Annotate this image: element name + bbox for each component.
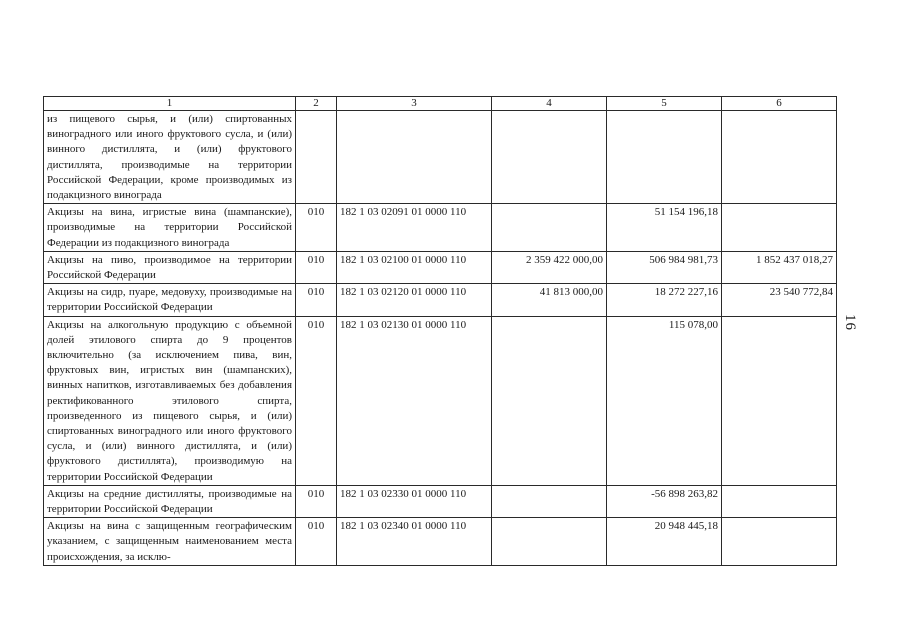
row-col5 xyxy=(607,111,722,204)
header-col-5: 5 xyxy=(607,97,722,111)
row-col5: 506 984 981,73 xyxy=(607,251,722,283)
row-code: 010 xyxy=(296,284,337,316)
row-col4: 2 359 422 000,00 xyxy=(492,251,607,283)
row-col4 xyxy=(492,518,607,566)
row-col6 xyxy=(722,204,837,252)
row-col6: 1 852 437 018,27 xyxy=(722,251,837,283)
row-name: Акцизы на средние дистилляты, производимые на территории Российской Федерации xyxy=(44,485,296,517)
header-col-3: 3 xyxy=(337,97,492,111)
table-row xyxy=(44,251,837,283)
row-col4 xyxy=(492,485,607,517)
row-col6 xyxy=(722,485,837,517)
row-code: 010 xyxy=(296,204,337,252)
row-kbk: 182 1 03 02120 01 0000 110 xyxy=(337,284,492,316)
header-col-6: 6 xyxy=(722,97,837,111)
row-col4 xyxy=(492,111,607,204)
row-kbk xyxy=(337,111,492,204)
row-col4: 41 813 000,00 xyxy=(492,284,607,316)
table-row xyxy=(44,316,837,485)
header-col-4: 4 xyxy=(492,97,607,111)
row-col5: 18 272 227,16 xyxy=(607,284,722,316)
table-row xyxy=(44,284,837,316)
header-col-1: 1 xyxy=(44,97,296,111)
row-col6 xyxy=(722,518,837,566)
row-kbk: 182 1 03 02091 01 0000 110 xyxy=(337,204,492,252)
row-kbk: 182 1 03 02100 01 0000 110 xyxy=(337,251,492,283)
row-code xyxy=(296,111,337,204)
row-col5: 20 948 445,18 xyxy=(607,518,722,566)
header-col-2: 2 xyxy=(296,97,337,111)
row-col4 xyxy=(492,316,607,485)
row-kbk: 182 1 03 02130 01 0000 110 xyxy=(337,316,492,485)
page-number: 16 xyxy=(842,314,858,331)
row-code: 010 xyxy=(296,316,337,485)
row-col6: 23 540 772,84 xyxy=(722,284,837,316)
table-row xyxy=(44,204,837,252)
header-row xyxy=(44,97,837,111)
table-row xyxy=(44,485,837,517)
row-col5: -56 898 263,82 xyxy=(607,485,722,517)
row-col6 xyxy=(722,111,837,204)
row-name: Акцизы на сидр, пуаре, медовуху, производимые на территории Российской Федерации xyxy=(44,284,296,316)
report-table xyxy=(43,96,837,566)
table-row xyxy=(44,518,837,566)
row-code: 010 xyxy=(296,518,337,566)
row-name: Акцизы на вина с защищенным географическим указанием, с защищенным наименованием места происхождения, за исклю- xyxy=(44,518,296,566)
row-col6 xyxy=(722,316,837,485)
row-name: Акцизы на вина, игристые вина (шампанские), производимые на территории Российской Федерации из подакцизного винограда xyxy=(44,204,296,252)
row-kbk: 182 1 03 02340 01 0000 110 xyxy=(337,518,492,566)
row-col5: 115 078,00 xyxy=(607,316,722,485)
table-row xyxy=(44,111,837,204)
row-name: из пищевого сырья, и (или) спиртованных виноградного или иного фруктового сусла, и (или) винного дистиллята, и (или) фруктового дистиллята, производимые на территории Российской Федерации, кроме производимых из подакцизного винограда xyxy=(44,111,296,204)
row-col5: 51 154 196,18 xyxy=(607,204,722,252)
row-code: 010 xyxy=(296,485,337,517)
row-code: 010 xyxy=(296,251,337,283)
row-col4 xyxy=(492,204,607,252)
row-name: Акцизы на алкогольную продукцию с объемной долей этилового спирта до 9 процентов включительно (за исключением пива, вин, фруктовых вин, игристых вин (шампанских), винных напитков, изготавливаемых без добавления ректификованного этилового спирта, произведенного из пищевого сырья, и (или) спиртованных виноградного или иного фруктового сусла, и (или) винного дистиллята, и (или) фруктового дистиллята), производимую на территории Российской Федерации xyxy=(44,316,296,485)
row-name: Акцизы на пиво, производимое на территории Российской Федерации xyxy=(44,251,296,283)
row-kbk: 182 1 03 02330 01 0000 110 xyxy=(337,485,492,517)
